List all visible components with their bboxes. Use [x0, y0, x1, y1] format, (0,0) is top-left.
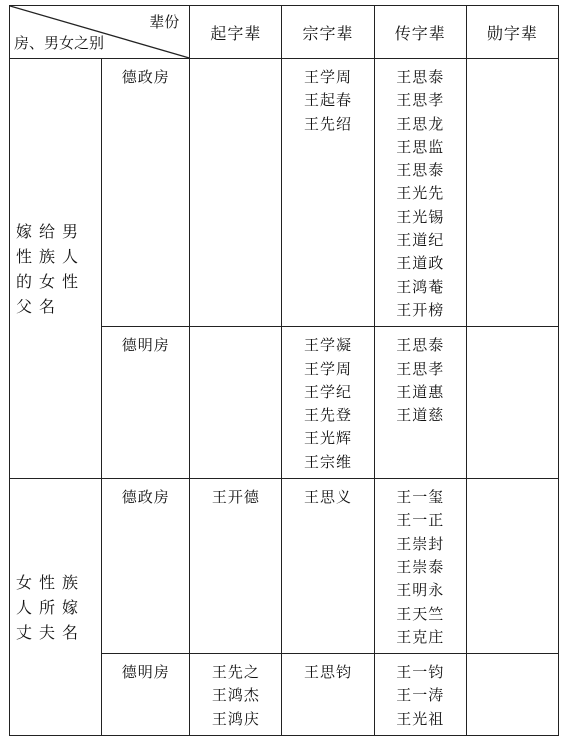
names-cell-qi [190, 59, 282, 327]
names-cell-zong [282, 59, 374, 327]
names-cell-xun [466, 59, 558, 327]
person-name: 王道慈 [396, 406, 445, 425]
person-name: 王思义 [304, 488, 353, 507]
person-name: 王开德 [211, 488, 260, 507]
person-name: 王天竺 [396, 604, 445, 623]
header-row [10, 6, 559, 59]
person-name: 王学周 [304, 359, 353, 378]
person-name: 王光锡 [396, 207, 445, 226]
person-name: 王思钧 [304, 663, 353, 682]
genealogy-table [9, 5, 559, 736]
person-name: 王先之 [211, 663, 260, 682]
corner-header-cell [10, 6, 190, 59]
person-name: 王思孝 [396, 91, 445, 110]
names-cell-chuan [374, 479, 466, 654]
person-name: 王思泰 [396, 68, 445, 86]
person-name: 王明永 [396, 581, 445, 600]
person-name: 王学凝 [304, 336, 353, 355]
names-cell-xun [466, 479, 558, 654]
person-name: 王先绍 [304, 114, 353, 133]
names-cell-zong [282, 654, 374, 736]
person-name: 王崇泰 [396, 557, 445, 576]
names-cell-zong [282, 327, 374, 479]
names-cell-qi [190, 479, 282, 654]
house-label: 德政房 [102, 479, 190, 654]
person-name: 王光先 [396, 184, 445, 203]
names-cell-zong [282, 479, 374, 654]
names-cell-qi [190, 327, 282, 479]
person-name: 王思泰 [396, 161, 445, 180]
person-name: 王起春 [304, 91, 353, 110]
group-label-wives-fathers: 嫁给男性族人的女性父名 [10, 59, 102, 479]
house-label: 德明房 [102, 327, 190, 479]
house-label: 德明房 [102, 654, 190, 736]
house-label: 德政房 [102, 59, 190, 327]
person-name: 王一涛 [396, 686, 445, 705]
column-header-chuan: 传字辈 [374, 6, 466, 59]
column-header-qi: 起字辈 [190, 6, 282, 59]
corner-bottom-label: 房、男女之别 [14, 34, 105, 52]
person-name: 王鸿杰 [211, 686, 260, 705]
person-name: 王学周 [304, 68, 353, 86]
table-row [10, 479, 559, 654]
person-name: 王开榜 [396, 300, 445, 319]
group-label-husbands: 女性族人所嫁丈夫名 [10, 479, 102, 736]
person-name: 王思龙 [396, 114, 445, 133]
person-name: 王先登 [304, 406, 353, 425]
person-name: 王道惠 [396, 382, 445, 401]
names-cell-qi [190, 654, 282, 736]
person-name: 王思监 [396, 137, 445, 156]
person-name: 王思泰 [396, 336, 445, 355]
person-name: 王思孝 [396, 359, 445, 378]
person-name: 王一玺 [396, 488, 445, 507]
table-row [10, 59, 559, 327]
person-name: 王崇封 [396, 534, 445, 553]
person-name: 王鸿庆 [211, 709, 260, 728]
names-cell-xun [466, 654, 558, 736]
person-name: 王克庄 [396, 627, 445, 646]
names-cell-xun [466, 327, 558, 479]
person-name: 王光辉 [304, 429, 353, 448]
column-header-zong: 宗字辈 [282, 6, 374, 59]
person-name: 王鸿菴 [396, 277, 445, 296]
person-name: 王道纪 [396, 231, 445, 250]
person-name: 王一钧 [396, 663, 445, 682]
column-header-xun: 勋字辈 [466, 6, 558, 59]
names-cell-chuan [374, 654, 466, 736]
names-cell-chuan [374, 59, 466, 327]
person-name: 王道政 [396, 254, 445, 273]
names-cell-chuan [374, 327, 466, 479]
person-name: 王光祖 [396, 709, 445, 728]
corner-top-label: 辈份 [149, 13, 180, 31]
person-name: 王学纪 [304, 382, 353, 401]
person-name: 王一正 [396, 511, 445, 530]
person-name: 王宗维 [304, 452, 353, 471]
